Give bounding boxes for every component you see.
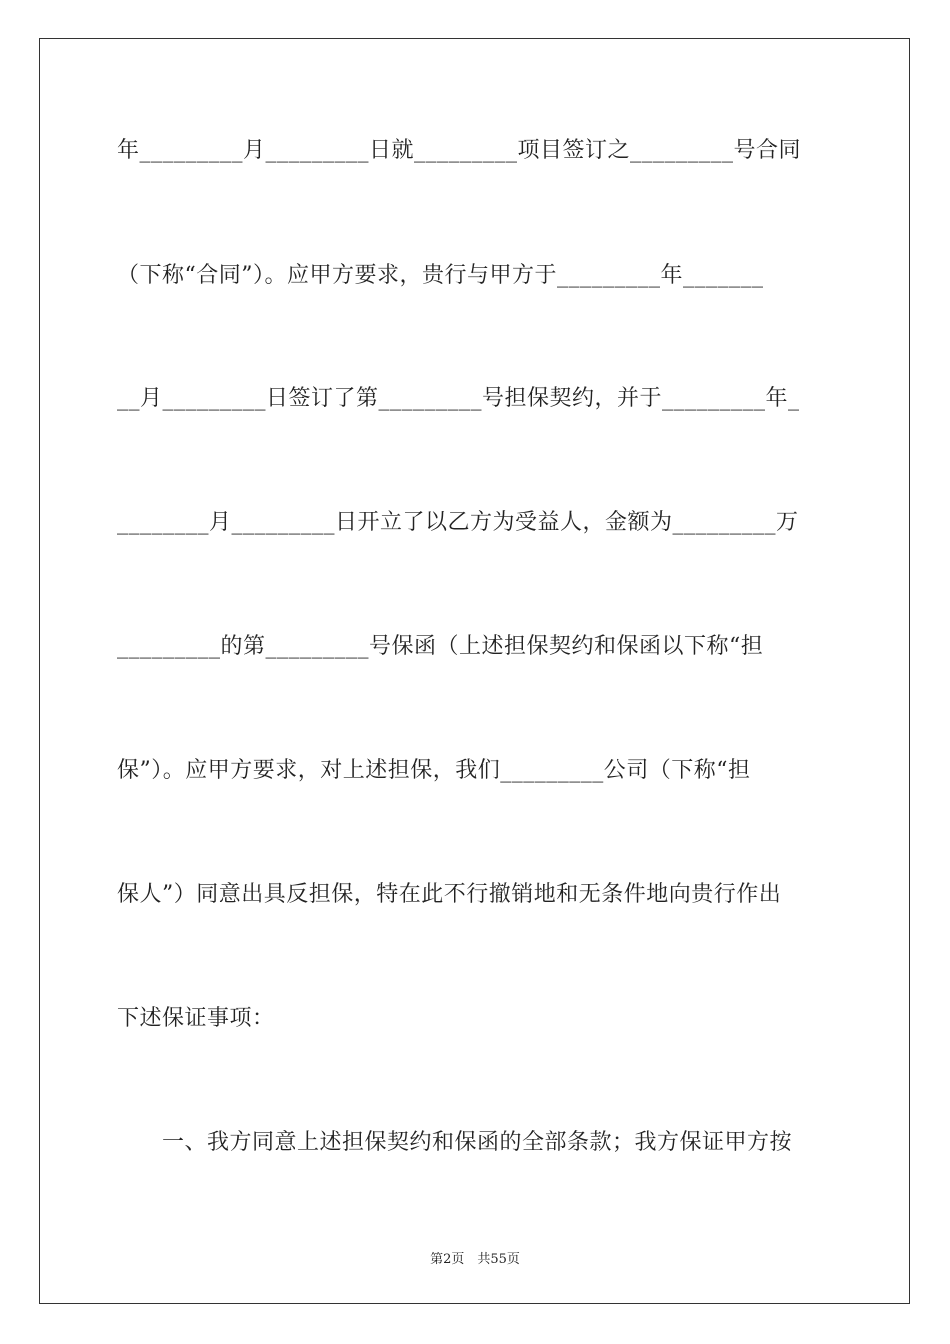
text-line-3: __月_________日签订了第_________号担保契约，并于_________年_ — [117, 386, 800, 411]
text-line-6: 保”）。应甲方要求，对上述担保，我们_________公司（下称“担 — [117, 758, 751, 783]
text-line-4: ________月_________日开立了以乙方为受益人，金额为_________万 — [117, 510, 799, 535]
page-border — [39, 38, 910, 1304]
page-number-footer: 第2页 共55页 — [430, 1252, 520, 1267]
text-line-1: 年_________月_________日就_________项目签订之_________号合同 — [117, 138, 802, 163]
text-line-9: 一、我方同意上述担保契约和保函的全部条款；我方保证甲方按 — [117, 1130, 793, 1155]
text-line-7: 保人”）同意出具反担保，特在此不行撤销地和无条件地向贵行作出 — [117, 882, 782, 907]
text-line-2: （下称“合同”）。应甲方要求，贵行与甲方于_________年_______ — [117, 263, 764, 288]
text-line-5: _________的第_________号保函（上述担保契约和保函以下称“担 — [117, 634, 764, 659]
text-line-8: 下述保证事项： — [117, 1006, 275, 1031]
